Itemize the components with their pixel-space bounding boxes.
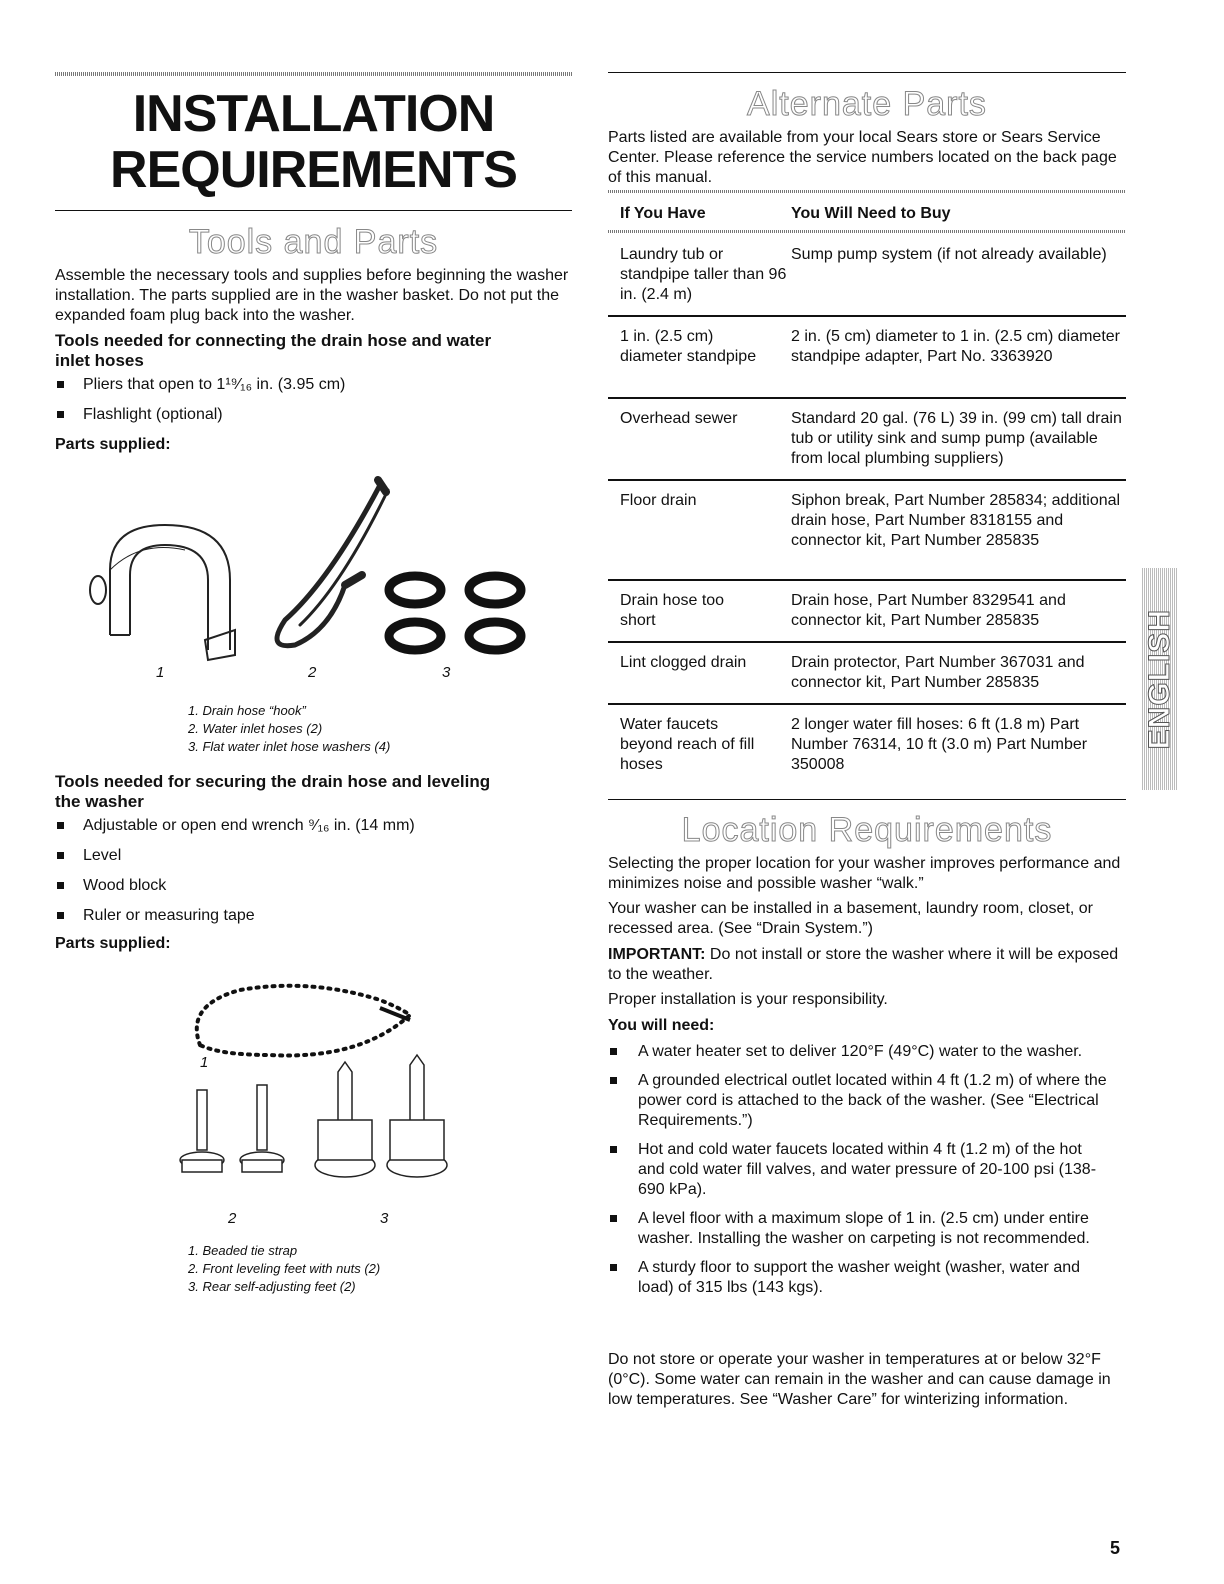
table-header-hatched-rule [608,230,1126,233]
bullet-icon [610,1264,617,1271]
figure2-number-1: 1 [200,1054,209,1071]
table-row: Laundry tub or standpipe taller than 96 in. (2.4 m) Sump pump system (if not already available) [620,246,1107,303]
you-will-need-label: You will need: [608,1017,715,1034]
language-side-tab: ENGLISH [1142,568,1178,790]
section-rule [55,210,572,211]
alternate-intro: Parts listed are available from your local Sears store or Sears Service Center. Please reference the service numbers located on the back page of this manual. [608,129,1117,186]
figure2-number-2: 2 [228,1210,237,1227]
figure1-number-3: 3 [442,664,451,681]
location-p4: Do not store or operate your washer in temperatures at or below 32°F (0°C). Some water can remain in the washer and can cause damage in low temperatures. See “Washer Care” for winterizing information. [608,1351,1111,1408]
list-item: A level floor with a maximum slope of 1 in. (2.5 cm) under entire washer. Installing the washer on carpeting is not recommended. [608,1209,1108,1249]
tools-parts-heading: Tools and Parts [188,223,439,261]
location-requirements-heading: Location Requirements [681,811,1053,849]
list-item: Flashlight (optional) [55,405,555,425]
important-note: IMPORTANT: Do not install or store the washer where it will be exposed to the weather. [608,946,1119,983]
figure1-captions: 1. Drain hose “hook” 2. Water inlet hoses (2) 3. Flat water inlet hose washers (4) [188,703,391,754]
page-title: INSTALLATION REQUIREMENTS [110,85,517,199]
list-item: Pliers that open to 1¹⁹⁄₁₆ in. (3.95 cm) [55,375,555,395]
figure2-captions: 1. Beaded tie strap 2. Front leveling feet with nuts (2) 3. Rear self-adjusting feet (2) [188,1243,381,1294]
list-item: Adjustable or open end wrench ⁹⁄₁₆ in. (14 mm) [55,816,555,836]
list-item: A sturdy floor to support the washer weight (washer, water and load) of 315 lbs (143 kgs). [608,1258,1108,1298]
hose-washers-icon [389,576,521,650]
rear-self-adjusting-feet-icon [315,1055,447,1177]
top-hatched-rule [55,72,572,76]
list-item: Level [55,846,555,866]
water-inlet-hoses-icon [277,480,388,646]
list-item: A grounded electrical outlet located within 4 ft (1.2 m) of where the power cord is attached to the back of the washer. (See “Electrical Requirements.”) [608,1071,1108,1131]
bullet-icon [57,822,64,829]
drain-hose-hook-icon [90,525,235,660]
alternate-parts-heading: Alternate Parts [747,85,987,123]
parts-figure-2 [160,970,460,1210]
tools-intro: Assemble the necessary tools and supplies before beginning the washer installation. The parts supplied are in the washer basket. Do not put the expanded foam plug back into the washer. [55,267,569,324]
tools-list-connecting [55,375,555,435]
location-rule [608,799,1126,800]
table-row: Water faucets beyond reach of fill hoses 2 longer water fill hoses: 6 ft (1.8 m) Part Number 76314, 10 ft (3.0 m) Part Number 350008 [608,703,1126,785]
table-top-hatched-rule [608,190,1126,193]
figure1-number-2: 2 [308,664,317,681]
bullet-icon [57,381,64,388]
location-p3: Proper installation is your responsibility. [608,991,888,1008]
table-row: 1 in. (2.5 cm) diameter standpipe 2 in. (5 cm) diameter to 1 in. (2.5 cm) diameter standpipe adapter, Part No. 3363920 [608,315,1126,399]
location-p2: Your washer can be installed in a basement, laundry room, closet, or recessed area. (See “Drain System.”) [608,900,1094,937]
bullet-icon [610,1048,617,1055]
list-item: A water heater set to deliver 120°F (49°C) water to the washer. [608,1042,1108,1062]
front-leveling-feet-icon [180,1085,284,1172]
table-row: Floor drain Siphon break, Part Number 285834; additional drain hose, Part Number 8318155 and connector kit, Part Number 285835 [608,479,1126,581]
bullet-icon [57,912,64,919]
table-row: Lint clogged drain Drain protector, Part Number 367031 and connector kit, Part Number 285835 [608,641,1126,705]
bullet-icon [57,411,64,418]
list-item: Hot and cold water faucets located within 4 ft (1.2 m) of the hot and cold water fill valves, and water pressure of 20-100 psi (138-690 kPa). [608,1140,1108,1200]
right-top-rule [608,72,1126,73]
parts-supplied-label-1: Parts supplied: [55,436,171,453]
tools-subhead-securing: Tools needed for securing the drain hose and leveling the washer [55,772,491,811]
bullet-icon [57,882,64,889]
beaded-tie-strap-icon [197,986,410,1056]
table-header-buy: You Will Need to Buy [791,205,951,222]
parts-figure-1 [80,470,560,690]
bullet-icon [57,852,64,859]
location-needs-list [608,1042,1108,1307]
tools-list-securing [55,816,555,936]
bullet-icon [610,1146,617,1153]
location-p1: Selecting the proper location for your washer improves performance and minimizes noise and possible washer “walk.” [608,855,1121,892]
list-item: Wood block [55,876,555,896]
list-item: Ruler or measuring tape [55,906,555,926]
bullet-icon [610,1077,617,1084]
figure1-number-1: 1 [156,664,165,681]
parts-supplied-label-2: Parts supplied: [55,935,171,952]
bullet-icon [610,1215,617,1222]
figure2-number-3: 3 [380,1210,389,1227]
tools-subhead-connecting: Tools needed for connecting the drain hose and water inlet hoses [55,331,492,370]
table-row: Drain hose too short Drain hose, Part Number 8329541 and connector kit, Part Number 285835 [608,579,1126,643]
table-header-have: If You Have [620,205,706,222]
table-row: Overhead sewer Standard 20 gal. (76 L) 39 in. (99 cm) tall drain tub or utility sink and sump pump (available from local plumbing suppliers) [608,397,1126,481]
page-number: 5 [1110,1538,1121,1558]
